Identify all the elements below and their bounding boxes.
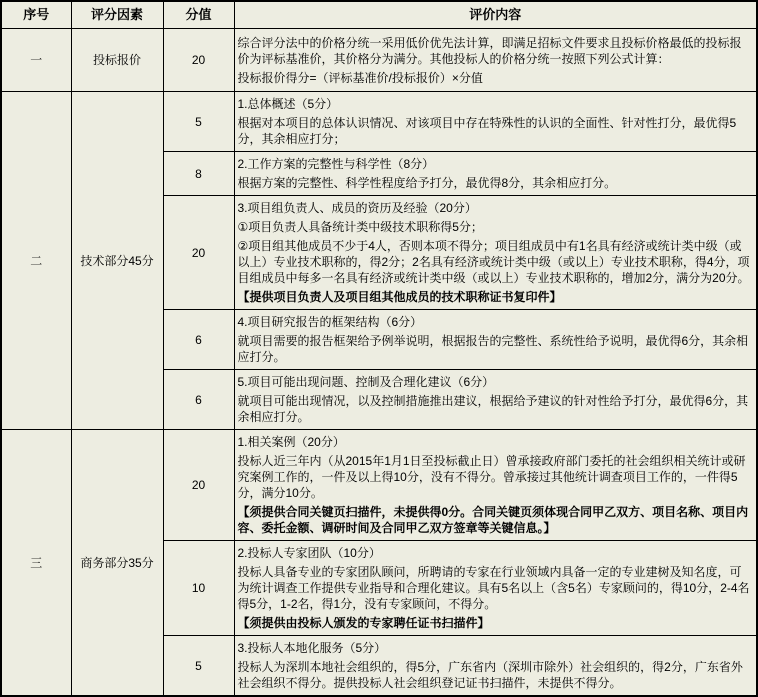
content-cell xyxy=(234,29,757,92)
content-paragraph: 投标人近三年内（从2015年1月1日至投标截止日）曾承接政府部门委托的社会组织相关统计或研究案例工作的，一件及以上得10分，没有不得分。曾承接过其他统计调查项目工作的，一件得5分，满分10分。 xyxy=(237,454,746,500)
content-paragraph: 就项目可能出现情况，以及控制措施推出建议，根据给予建议的针对性给予打分，最优得6分，其余相应打分。 xyxy=(237,394,749,424)
content-cell xyxy=(234,310,757,370)
score-cell: 20 xyxy=(163,430,234,541)
table-row xyxy=(1,29,757,92)
content-paragraph: 3.投标人本地化服务（5分） xyxy=(237,641,387,655)
content-paragraph: 根据方案的完整性、科学性程度给予打分，最优得8分，其余相应打分。 xyxy=(237,176,617,190)
content-paragraph: 综合评分法中的价格分统一采用低价优先法计算，即满足招标文件要求且投标价格最低的投标报价为评标基准价，其价格分为满分。其他投标人的价格分统一按照下列公式计算： xyxy=(237,35,742,66)
content-cell xyxy=(234,541,757,636)
header-score: 分值 xyxy=(163,1,234,29)
factor-cell: 投标报价 xyxy=(71,29,163,92)
content-cell xyxy=(234,430,757,541)
score-cell: 6 xyxy=(163,370,234,430)
score-cell: 5 xyxy=(163,92,234,152)
content-paragraph: 就项目需要的报告框架给予例举说明，根据报告的完整性、系统性给予说明，最优得6分，其余相应打分。 xyxy=(237,334,749,364)
content-cell xyxy=(234,152,757,196)
content-paragraph: 投标人为深圳本地社会组织的，得5分，广东省内（深圳市除外）社会组织的，得2分，广东省外社会组织不得分。提供投标人社会组织登记证书扫描件，未提供不得分。 xyxy=(237,660,743,690)
score-cell: 20 xyxy=(163,196,234,310)
score-cell: 20 xyxy=(163,29,234,92)
content-paragraph: ②项目组其他成员不少于4人，否则本项不得分；项目组成员中有1名具有经济或统计类中级（或以上）专业技术职称的，得2分；2名具有经济或统计类中级（或以上）专业技术职称，得4分，项目组成员中每多一名具有经济或统计类中级（或以上）专业技术职称的，增加2分，满分为20分。 xyxy=(237,239,750,285)
score-cell: 6 xyxy=(163,310,234,370)
row-number-cell: 二 xyxy=(1,92,71,430)
header-content: 评价内容 xyxy=(234,1,757,29)
factor-cell: 商务部分35分 xyxy=(71,430,163,697)
content-paragraph: 根据对本项目的总体认识情况、对该项目中存在特殊性的认识的全面性、针对性打分，最优得5分，其余相应打分； xyxy=(237,116,737,146)
content-paragraph: 4.项目研究报告的框架结构（6分） xyxy=(237,315,423,329)
content-paragraph: 2.工作方案的完整性与科学性（8分） xyxy=(237,157,435,171)
content-paragraph: ①项目负责人具备统计类中级技术职称得5分； xyxy=(237,220,483,234)
score-cell: 10 xyxy=(163,541,234,636)
content-cell xyxy=(234,636,757,697)
row-number-cell: 三 xyxy=(1,430,71,697)
score-cell: 8 xyxy=(163,152,234,196)
content-cell xyxy=(234,370,757,430)
content-paragraph: 3.项目组负责人、成员的资历及经验（20分） xyxy=(237,201,477,215)
factor-cell: 技术部分45分 xyxy=(71,92,163,430)
content-note: 【须提供由投标人颁发的专家聘任证书扫描件】 xyxy=(237,616,490,630)
content-paragraph: 5.项目可能出现问题、控制及合理化建议（6分） xyxy=(237,375,495,389)
table-row xyxy=(1,92,757,152)
content-paragraph: 1.总体概述（5分） xyxy=(237,97,339,111)
table-row xyxy=(1,430,757,541)
content-paragraph: 1.相关案例（20分） xyxy=(237,435,345,449)
content-cell xyxy=(234,92,757,152)
header-row xyxy=(1,1,757,29)
content-paragraph: 2.投标人专家团队（10分） xyxy=(237,546,381,560)
header-factor: 评分因素 xyxy=(71,1,163,29)
content-paragraph: 投标人具备专业的专家团队顾问，所聘请的专家在行业领域内具备一定的专业建树及知名度，可为统计调查工作提供专业指导和合理化建议。具有5名以上（含5名）专家顾问的，得10分，2-4名得5分，1-2名，得1分，没有专家顾问，不得分。 xyxy=(237,565,750,611)
row-number-cell: 一 xyxy=(1,29,71,92)
header-no: 序号 xyxy=(1,1,71,29)
content-note: 【须提供合同关键页扫描件，未提供得0分。合同关键页须体现合同甲乙双方、项目名称、项目内容、委托金额、调研时间及合同甲乙双方签章等关键信息。】 xyxy=(237,505,749,535)
content-note: 【提供项目负责人及项目组其他成员的技术职称证书复印件】 xyxy=(237,290,562,304)
content-paragraph: 投标报价得分=（评标基准价/投标报价）×分值 xyxy=(237,70,483,85)
content-cell xyxy=(234,196,757,310)
score-cell: 5 xyxy=(163,636,234,697)
